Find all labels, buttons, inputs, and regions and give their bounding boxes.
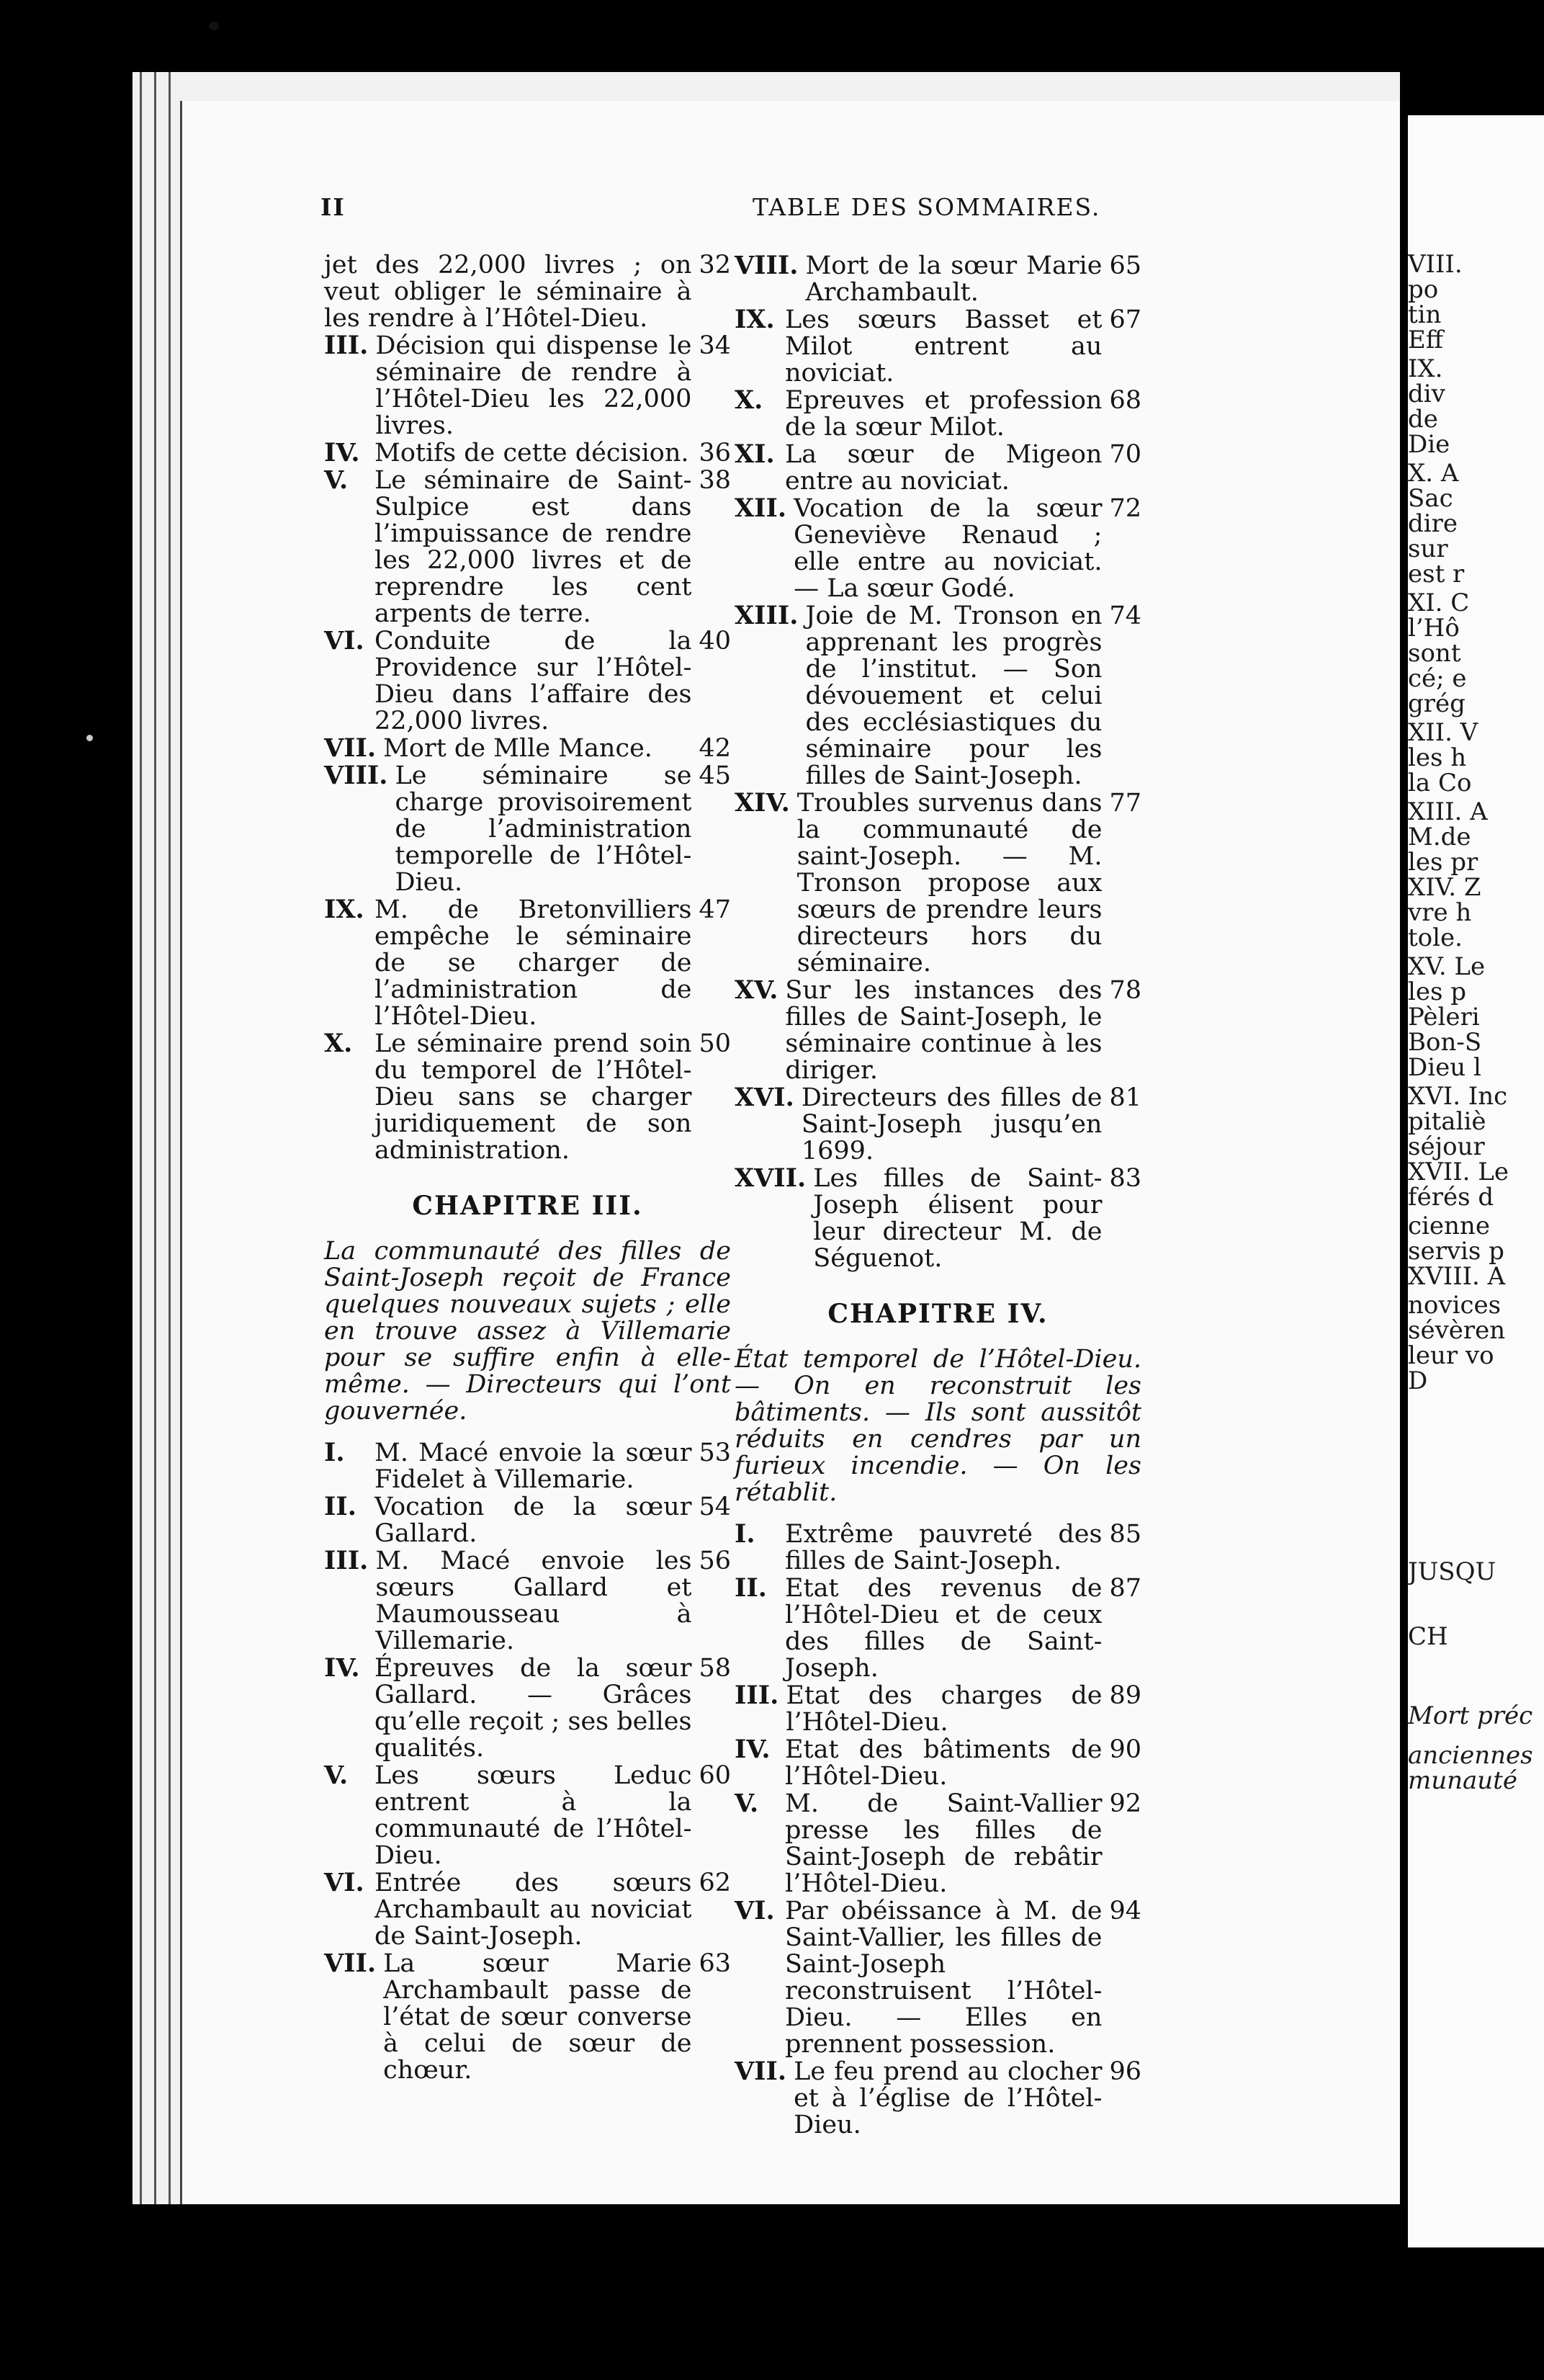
adjacent-page-fragment: Pèleri	[1408, 1003, 1480, 1032]
toc-entry-text: Extrême pauvreté des filles de Saint-Joseph.	[785, 1520, 1103, 1575]
toc-entry-number: III.	[735, 1681, 779, 1710]
adjacent-page-fragment: XIII. A	[1408, 797, 1488, 826]
toc-entry-number: IV.	[324, 438, 360, 468]
toc-entry-page: 63	[699, 1949, 731, 1978]
adjacent-page-fragment: D	[1408, 1366, 1428, 1395]
adjacent-page-fragment: les pr	[1408, 848, 1478, 877]
right-entries	[735, 252, 1141, 1272]
adjacent-page-fragment: cé; e	[1408, 664, 1467, 693]
toc-entry-text: La sœur de Migeon entre au noviciat.	[785, 440, 1103, 496]
toc-entry-number: XII.	[735, 493, 787, 523]
adjacent-page-fragment: Eff	[1408, 326, 1443, 354]
adjacent-page-fragment: XVI. Inc	[1408, 1082, 1508, 1111]
page-edge	[140, 72, 142, 2204]
right-column	[735, 252, 1141, 2139]
toc-entry	[735, 789, 1141, 977]
page-number: II	[320, 193, 346, 221]
adjacent-page-fragment: XVII. Le	[1408, 1158, 1509, 1186]
adjacent-page-fragment: servis p	[1408, 1237, 1504, 1266]
adjacent-page-fragment: XI. C	[1408, 589, 1470, 617]
toc-entry-page: 77	[1109, 789, 1141, 818]
toc-entry-text: La sœur Marie Archambault passe de l’état de sœur converse à celui de sœur de chœur.	[383, 1949, 692, 2085]
toc-entry-text: M. de Saint-Vallier presse les filles de Saint-Joseph de rebâtir l’Hôtel-Dieu.	[785, 1789, 1103, 1898]
toc-entry-number: XIV.	[735, 788, 790, 818]
toc-entry-text: Entrée des sœurs Archambault au noviciat de Saint-Joseph.	[374, 1869, 692, 1951]
toc-entry	[735, 1521, 1141, 1575]
toc-entry	[735, 1790, 1141, 1897]
chapter-4-entries	[735, 1521, 1141, 2139]
adjacent-page-fragment: férés d	[1408, 1183, 1494, 1212]
toc-entry	[324, 467, 731, 627]
toc-entry	[324, 1030, 731, 1164]
toc-entry-number: III.	[324, 331, 369, 360]
toc-entry-text: Troubles survenus dans la communauté de saint-Joseph. — M. Tronson propose aux sœurs de prendre leurs directeurs hors du séminaire.	[796, 789, 1103, 978]
toc-entry-number: I.	[735, 1519, 755, 1549]
adjacent-page-fragment: CH	[1408, 1622, 1448, 1651]
toc-entry-number: V.	[324, 465, 349, 495]
toc-entry-text: Décision qui dispense le séminaire de rendre à l’Hôtel-Dieu les 22,000 livres.	[375, 331, 692, 440]
toc-entry-number: VIII.	[735, 251, 799, 280]
adjacent-page-fragment: les h	[1408, 743, 1467, 772]
toc-entry-page: 70	[1109, 440, 1141, 469]
toc-entry-text: Le séminaire se charge provisoirement de l’administration temporelle de l’Hôtel-Dieu.	[395, 761, 692, 897]
chapter-3-summary: La communauté des filles de Saint-Joseph reçoit de France quelques nouveaux sujets ; elle en trouve assez à Villemarie pour se suffire enfin à elle-même. — Directeurs qui l’ont gouvernée.	[324, 1237, 731, 1426]
toc-entry	[324, 1547, 731, 1655]
adjacent-page-fragment: leur vo	[1408, 1341, 1494, 1370]
toc-entry-page: 45	[699, 761, 731, 790]
adjacent-page	[1408, 115, 1544, 2247]
toc-entry-text: Epreuves et profession de la sœur Milot.	[785, 386, 1103, 442]
adjacent-page-fragment: VIII.	[1408, 250, 1463, 279]
page-header	[0, 193, 1544, 229]
toc-entry-number: XI.	[735, 439, 775, 469]
toc-entry-text: Le feu prend au clocher et à l’église de l’Hôtel-Dieu.	[794, 2057, 1103, 2139]
adjacent-page-fragment: Sac	[1408, 484, 1453, 513]
toc-entry-text: Épreuves de la sœur Gallard. — Grâces qu’elle reçoit ; ses belles qualités.	[374, 1654, 692, 1763]
toc-entry-page: 94	[1109, 1897, 1141, 1925]
toc-entry	[735, 306, 1141, 387]
toc-entry-page: 67	[1109, 305, 1141, 334]
toc-entry	[735, 1736, 1141, 1790]
adjacent-page-fragment: XV. Le	[1408, 952, 1486, 981]
toc-entry-page: 34	[699, 331, 731, 360]
adjacent-page-fragment: séjour	[1408, 1132, 1485, 1161]
toc-entry-number: VI.	[735, 1896, 775, 1925]
toc-entry	[735, 977, 1141, 1084]
toc-entry-page: 32	[699, 251, 731, 279]
toc-entry-number: IX.	[324, 895, 364, 924]
toc-entry	[324, 896, 731, 1030]
toc-entry	[324, 1762, 731, 1869]
adjacent-page-fragment: X. A	[1408, 459, 1459, 488]
adjacent-page-fragment: div	[1408, 380, 1445, 408]
toc-entry-text: M. Macé envoie la sœur Fidelet à Villemarie.	[374, 1439, 692, 1494]
toc-entry-text: Le séminaire prend soin du temporel de l’Hôtel-Dieu sans se charger juridiquement de son administration.	[374, 1029, 692, 1165]
toc-entry-page: 83	[1109, 1164, 1141, 1193]
toc-entry-number: XVII.	[735, 1163, 807, 1193]
toc-entry	[324, 1655, 731, 1762]
toc-entry	[735, 1165, 1141, 1272]
toc-entry-number: I.	[324, 1438, 345, 1467]
toc-entry-text: Les filles de Saint-Joseph élisent pour leur directeur M. de Séguenot.	[813, 1164, 1103, 1273]
toc-entry-text: Les sœurs Basset et Milot entrent au noviciat.	[785, 305, 1103, 388]
adjacent-page-fragment: cienne	[1408, 1212, 1490, 1240]
chapter-4-summary: État temporel de l’Hôtel-Dieu. — On en reconstruit les bâtiments. — Ils sont aussitôt réduits en cendres par un furieux incendie. — On les rétablit.	[735, 1345, 1141, 1507]
toc-entry-page: 62	[699, 1869, 731, 1897]
adjacent-page-fragment: tin	[1408, 300, 1442, 329]
toc-entry	[324, 627, 731, 735]
toc-entry-page: 92	[1109, 1789, 1141, 1818]
toc-entry-number: XVI.	[735, 1083, 794, 1112]
toc-entry-number: XIII.	[735, 601, 799, 630]
toc-entry-page: 89	[1109, 1681, 1141, 1710]
toc-entry-text: Etat des revenus de l’Hôtel-Dieu et de ceux des filles de Saint-Joseph.	[785, 1574, 1103, 1683]
toc-entry-text: Mort de la sœur Marie Archambault.	[805, 251, 1103, 307]
adjacent-page-fragment: les p	[1408, 978, 1467, 1006]
toc-entry	[324, 439, 731, 467]
chapter-3-title: CHAPITRE III.	[412, 1191, 643, 1221]
toc-entry-number: VI.	[324, 626, 364, 656]
adjacent-page-fragment: l’Hô	[1408, 614, 1460, 643]
adjacent-page-fragment: est r	[1408, 560, 1465, 589]
toc-entry-page: 90	[1109, 1735, 1141, 1764]
adjacent-page-fragment: Dieu l	[1408, 1053, 1481, 1082]
toc-entry-text: Vocation de la sœur Geneviève Renaud ; elle entre au noviciat. — La sœur Godé.	[794, 494, 1103, 603]
adjacent-page-fragment: vre h	[1408, 898, 1472, 927]
page-title: TABLE DES SOMMAIRES.	[753, 193, 1101, 221]
adjacent-page-fragment: anciennes	[1408, 1741, 1533, 1770]
toc-entry-text: Joie de M. Tronson en apprenant les progrès de l’institut. — Son dévouement et celui des ecclésiastiques du séminaire pour les filles de Saint-Joseph.	[805, 601, 1103, 790]
left-entries	[324, 252, 731, 1164]
toc-entry-page: 47	[699, 895, 731, 924]
chapter-4-title: CHAPITRE IV.	[827, 1299, 1049, 1329]
adjacent-page-fragment: XVIII. A	[1408, 1262, 1506, 1291]
toc-entry-text: Sur les instances des filles de Saint-Joseph, le séminaire continue à les diriger.	[785, 976, 1103, 1085]
chapter-3-entries	[324, 1439, 731, 2084]
scan-speck	[209, 22, 219, 30]
toc-entry	[324, 762, 731, 896]
adjacent-page-fragment: XIV. Z	[1408, 873, 1481, 902]
toc-entry	[324, 1950, 731, 2084]
toc-entry-page: 78	[1109, 976, 1141, 1005]
toc-entry-number: IV.	[735, 1735, 771, 1764]
toc-entry-text: Motifs de cette décision.	[374, 439, 689, 468]
page-edge	[169, 72, 171, 2204]
toc-entry	[735, 387, 1141, 441]
adjacent-page-fragment: sur	[1408, 534, 1448, 563]
toc-entry-number: IV.	[324, 1653, 360, 1683]
adjacent-page-fragment: sévèren	[1408, 1316, 1506, 1345]
toc-entry-page: 60	[699, 1761, 731, 1790]
toc-entry-number: VII.	[324, 733, 377, 763]
toc-entry-number: VIII.	[324, 761, 388, 790]
adjacent-page-fragment: munauté	[1408, 1766, 1517, 1795]
adjacent-page-fragment: po	[1408, 275, 1439, 304]
toc-entry	[735, 1575, 1141, 1682]
toc-entry-text: M. de Bretonvilliers empêche le séminaire de se charger de l’administration de l’Hôtel-Dieu.	[374, 895, 692, 1031]
toc-entry-text: Le séminaire de Saint-Sulpice est dans l’impuissance de rendre les 22,000 livres et de reprendre les cent arpents de terre.	[374, 466, 692, 628]
toc-entry	[735, 1897, 1141, 2058]
toc-entry-number: XV.	[735, 975, 778, 1005]
adjacent-page-fragment: la Co	[1408, 769, 1472, 797]
toc-entry	[735, 2058, 1141, 2139]
scan-speck	[86, 735, 93, 741]
toc-entry	[324, 332, 731, 439]
toc-entry-number: II.	[735, 1573, 767, 1603]
toc-entry-text: Vocation de la sœur Gallard.	[374, 1493, 692, 1548]
adjacent-page-fragment: novices	[1408, 1291, 1502, 1320]
toc-entry-text: Etat des bâtiments de l’Hôtel-Dieu.	[785, 1735, 1103, 1791]
toc-entry	[324, 1439, 731, 1493]
adjacent-page-fragment: pitaliè	[1408, 1107, 1486, 1136]
toc-entry-page: 42	[699, 734, 731, 763]
toc-entry-page: 53	[699, 1439, 731, 1467]
toc-entry	[735, 441, 1141, 495]
page-edge	[154, 72, 156, 2204]
toc-entry-text: Par obéissance à M. de Saint-Vallier, les filles de Saint-Joseph reconstruisent l’Hôtel-Dieu. — Elles en prennent possession.	[785, 1897, 1103, 2059]
toc-entry-page: 36	[699, 439, 731, 468]
adjacent-page-fragment: dire	[1408, 509, 1458, 538]
adjacent-page-fragment: grég	[1408, 689, 1466, 718]
toc-entry-text: jet des 22,000 livres ; on veut obliger le séminaire à les rendre à l’Hôtel-Dieu.	[324, 251, 692, 333]
toc-entry-text: M. Macé envoie les sœurs Gallard et Maumousseau à Villemarie.	[375, 1547, 692, 1655]
toc-entry-number: V.	[735, 1789, 759, 1818]
adjacent-page-fragment: tole.	[1408, 923, 1463, 952]
toc-entry-page: 74	[1109, 601, 1141, 630]
toc-entry-page: 50	[699, 1029, 731, 1058]
toc-entry-page: 65	[1109, 251, 1141, 280]
toc-entry	[735, 1084, 1141, 1165]
toc-entry	[735, 495, 1141, 602]
adjacent-page-fragment: IX.	[1408, 354, 1443, 383]
toc-entry-page: 85	[1109, 1520, 1141, 1549]
adjacent-page-fragment: Bon-S	[1408, 1028, 1482, 1057]
adjacent-page-fragment: de	[1408, 405, 1438, 434]
toc-entry	[324, 1493, 731, 1547]
left-column	[324, 252, 731, 2084]
toc-entry-text: Etat des charges de l’Hôtel-Dieu.	[786, 1681, 1103, 1737]
toc-entry-number: X.	[735, 385, 763, 415]
toc-entry-page: 56	[699, 1547, 731, 1575]
toc-entry-page: 87	[1109, 1574, 1141, 1603]
toc-entry-page: 58	[699, 1654, 731, 1683]
toc-entry	[735, 252, 1141, 306]
toc-entry-number: X.	[324, 1029, 353, 1058]
toc-entry-text: Directeurs des filles de Saint-Joseph jusqu’en 1699.	[801, 1083, 1103, 1166]
toc-entry-page: 96	[1109, 2057, 1141, 2086]
adjacent-page-fragment: JUSQU	[1408, 1557, 1496, 1586]
adjacent-page-fragment: M.de	[1408, 823, 1471, 851]
toc-entry	[735, 1682, 1141, 1736]
toc-entry	[324, 252, 731, 332]
toc-entry	[324, 1869, 731, 1950]
toc-entry-number: V.	[324, 1761, 349, 1790]
toc-entry-page: 81	[1109, 1083, 1141, 1112]
toc-entry-number: VI.	[324, 1868, 364, 1897]
toc-entry-page: 68	[1109, 386, 1141, 415]
toc-entry-number: II.	[324, 1492, 356, 1521]
toc-entry-text: Mort de Mlle Mance.	[383, 734, 652, 763]
toc-entry-page: 72	[1109, 494, 1141, 523]
toc-entry	[324, 735, 731, 762]
adjacent-page-fragment: Mort préc	[1408, 1701, 1533, 1730]
toc-entry-page: 54	[699, 1493, 731, 1521]
toc-entry-page: 40	[699, 627, 731, 656]
adjacent-page-fragment: sont	[1408, 639, 1461, 668]
toc-entry	[735, 602, 1141, 789]
toc-entry-text: Les sœurs Leduc entrent à la communauté de l’Hôtel-Dieu.	[374, 1761, 692, 1870]
toc-entry-text: Conduite de la Providence sur l’Hôtel-Dieu dans l’affaire des 22,000 livres.	[374, 627, 692, 735]
toc-entry-number: VII.	[324, 1949, 377, 1978]
toc-entry-number: VII.	[735, 2057, 787, 2086]
adjacent-page-fragment: XII. V	[1408, 718, 1478, 747]
toc-entry-page: 38	[699, 466, 731, 495]
toc-entry-number: IX.	[735, 305, 775, 334]
toc-entry-number: III.	[324, 1546, 369, 1575]
adjacent-page-fragment: Die	[1408, 430, 1450, 459]
